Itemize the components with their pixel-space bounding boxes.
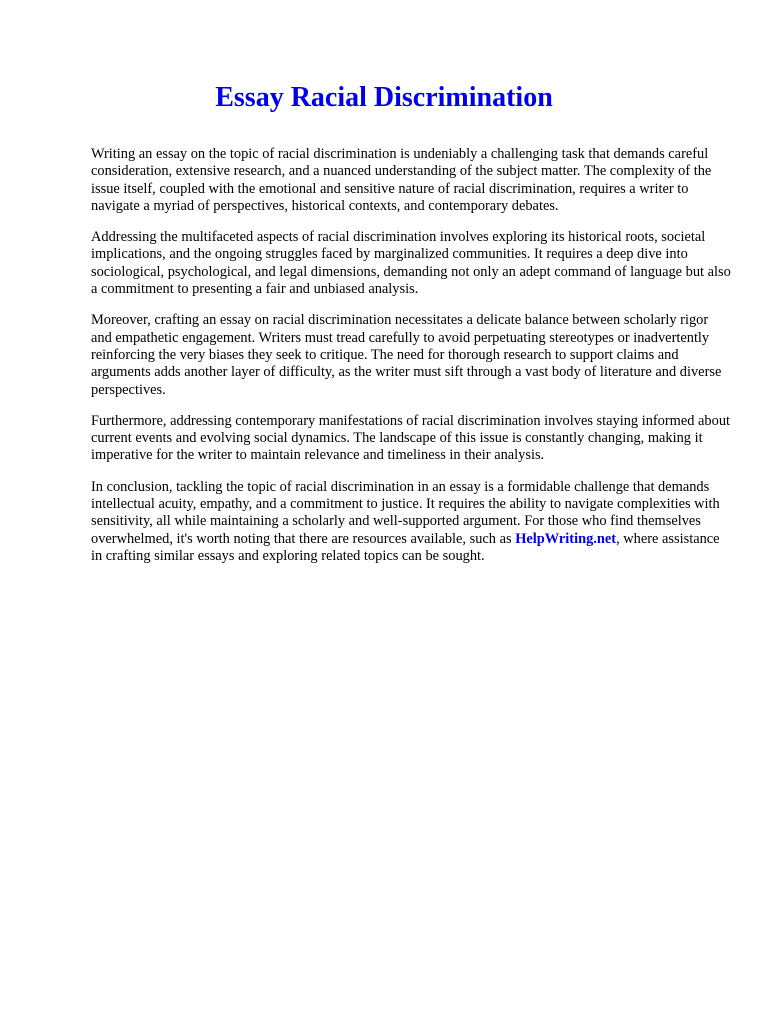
conclusion-text-before-link: In conclusion, tackling the topic of racial discrimination in an essay is a formidable challenge that demands intellectual acuity, empathy, and a commitment to justice. It requires the ability to navigate complexities with sensitivity, all while maintaining a scholarly and well-supported argument. For those who find themselves overwhelmed, it's worth noting that there are resources available, such as: [91, 478, 720, 547]
paragraph-aspects: Addressing the multifaceted aspects of racial discrimination involves exploring its historical roots, societal implications, and the ongoing struggles faced by marginalized communities. It requires a deep dive into sociological, psychological, and legal dimensions, demanding not only an adept command of language but also a commitment to presenting a fair and unbiased analysis.: [91, 229, 731, 298]
paragraph-conclusion: [91, 479, 731, 565]
paragraph-contemporary: Furthermore, addressing contemporary manifestations of racial discrimination involves staying informed about current events and evolving social dynamics. The landscape of this issue is constantly changing, making it imperative for the writer to maintain relevance and timeliness in their analysis.: [91, 412, 731, 464]
document-title: Essay Racial Discrimination: [215, 82, 553, 113]
conclusion-text-after-link: , where assistance in crafting similar essays and exploring related topics can be sought.: [91, 530, 720, 564]
document-body: [91, 146, 731, 579]
helpwriting-link[interactable]: HelpWriting.net: [515, 530, 617, 547]
paragraph-balance: Moreover, crafting an essay on racial discrimination necessitates a delicate balance between scholarly rigor and empathetic engagement. Writers must tread carefully to avoid perpetuating stereotypes or inadvertently reinforcing the very biases they seek to critique. The need for thorough research to support claims and arguments adds another layer of difficulty, as the writer must sift through a vast body of literature and diverse perspectives.: [91, 312, 722, 398]
paragraph-intro: Writing an essay on the topic of racial discrimination is undeniably a challenging task that demands careful consideration, extensive research, and a nuanced understanding of the subject matter. The complexity of the issue itself, coupled with the emotional and sensitive nature of racial discrimination, requires a writer to navigate a myriad of perspectives, historical contexts, and contemporary debates.: [91, 146, 712, 214]
